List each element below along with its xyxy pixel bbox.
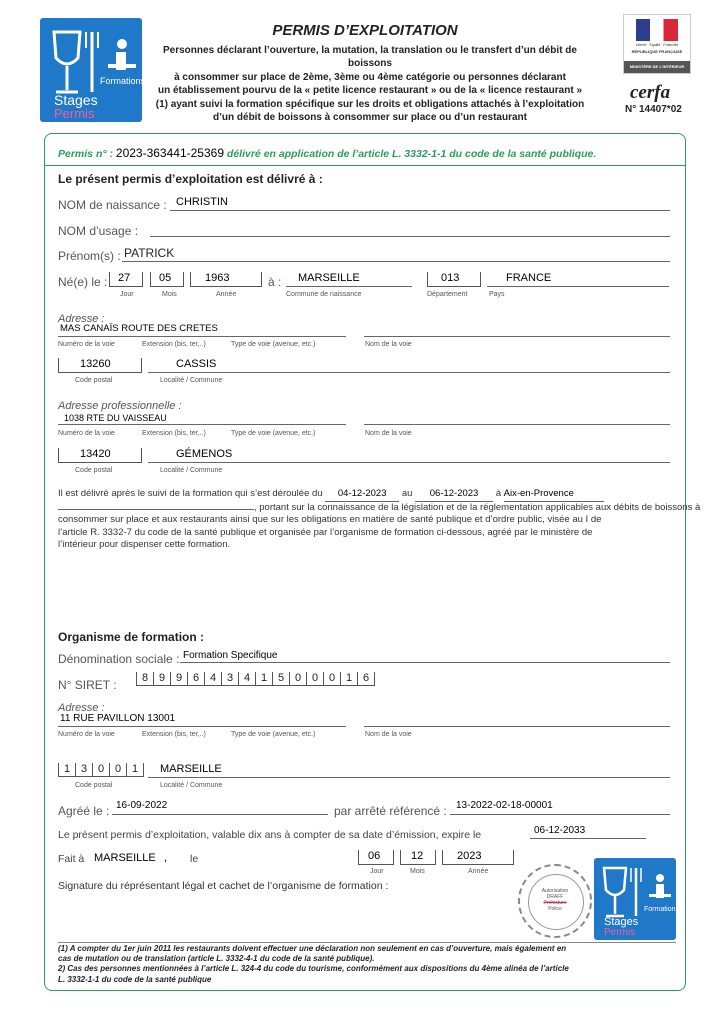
first-names-label: Prénom(s) :: [58, 249, 121, 263]
address-label: Adresse :: [58, 313, 105, 325]
logo-stages-text: Stages: [54, 92, 98, 108]
permit-number-row: Permis n° : 2023-363441-25369 délivré en application de l’article L. 3332-1-1 du code de la santé publique.: [58, 146, 597, 160]
footnotes: (1) A compter du 1er juin 2011 les restaurants doivent effectuer une déclaration non seulement en cas d’ouverture, mais également en cas de mutation ou de translation (article L. 3332-4-1 du code de la santé publique). 2) Cas des personnes mentionnées à l’article L. 324-4 du code du tourisme, conformément aux dispositions du 4ème alinéa de l’article L. 3332-1-1 du code de la santé publique: [58, 944, 569, 984]
stages-permis-logo: [40, 18, 146, 122]
usage-name-label: NOM d’usage :: [58, 224, 139, 238]
cerfa-number: N° 14407*02: [625, 104, 682, 115]
birth-year: 1963: [205, 272, 230, 284]
pro-locality: GÉMENOS: [176, 448, 233, 460]
training-paragraph: Il est délivré après le suivi de la formation qui s’est déroulée du 04-12-2023 au 06-12-2023 à Aix-en-Provence , portant sur la connaissance de la législation et de la réglementation applicables aux débits de boissons à consommer sur place et aux restaurants ainsi que sur les obligations en matière de santé publique et d’ordre public, visée au I de l’article R. 3332-7 du code de la santé publique et organisée par l’organisme de formation ci-dessous, agréé par le ministère de l’intérieur pour dispenser cette formation.: [58, 488, 701, 551]
permit-number: 2023-363441-25369: [115, 146, 224, 160]
footnotes-divider: [58, 942, 676, 943]
org-address-value: 11 RUE PAVILLON 13001: [60, 713, 176, 724]
training-place: Aix-en-Provence: [504, 488, 604, 502]
birth-name-label: NOM de naissance :: [58, 198, 167, 212]
pro-postal-code: 13420: [80, 448, 111, 460]
org-locality: MARSEILLE: [160, 763, 222, 775]
siret-label: N° SIRET :: [58, 678, 117, 692]
header-description: Personnes déclarant l’ouverture, la mutation, la translation ou le transfert d’un débit de boissons à consommer sur place de 2ème, 3ème ou 4ème catégorie ou personnes déclarant un établissement pourvu de la « petite licence restaurant » ou de la « licence restaurant » (1) ayant suivi la formation spécifique sur les droits et obligations attachés à l’exploitation d’un débit de boissons à consommer sur place ou d’un restaurant: [155, 45, 585, 124]
ministry-logo: Liberté · Égalité · Fraternité RÉPUBLIQUE FRANÇAISE MINISTÈRE DE L’INTÉRIEUR: [623, 14, 691, 74]
birth-department: 013: [441, 272, 460, 284]
approved-date: 16-09-2022: [116, 800, 168, 811]
holder-section-title: Le présent permis d’exploitation est délivré à :: [58, 172, 323, 186]
training-from-date: 04-12-2023: [325, 488, 399, 502]
org-section-title: Organisme de formation :: [58, 630, 205, 644]
permit-header-divider: [45, 165, 685, 166]
done-label: Fait à: [58, 853, 85, 865]
pro-address-value: 1038 RTE DU VAISSEAU: [64, 413, 167, 423]
done-day: 06: [368, 850, 381, 862]
cerfa-logo: cerfa: [630, 82, 671, 103]
pro-address-label: Adresse professionnelle :: [58, 400, 182, 412]
logo-formations-text: Formations: [100, 76, 146, 86]
decree-label: par arrêté référencé :: [334, 804, 447, 818]
org-name-label: Dénomination sociale :: [58, 652, 180, 666]
birth-month: 05: [159, 272, 172, 284]
org-name-value: Formation Specifique: [183, 650, 278, 661]
marianne-flag-icon: [636, 19, 678, 41]
validity-text: Le présent permis d’exploitation, valable dix ans à compter de sa date d’émission, expire le: [58, 829, 482, 841]
birth-day: 27: [118, 272, 131, 284]
expiry-date: 06-12-2033: [534, 825, 586, 836]
org-postal-boxes: 1 3 0 0 1: [58, 763, 144, 777]
at-label: à :: [268, 275, 282, 289]
birth-town: MARSEILLE: [298, 272, 360, 284]
org-address-label: Adresse :: [58, 702, 105, 714]
first-names-value: PATRICK: [124, 246, 175, 260]
birth-name-value: CHRISTIN: [176, 196, 228, 208]
approved-label: Agréé le :: [58, 804, 110, 818]
birth-country: FRANCE: [506, 272, 552, 284]
done-year: 2023: [457, 850, 482, 862]
address-value: MAS CANAÏS ROUTE DES CRETES: [60, 323, 218, 334]
done-place: MARSEILLE: [94, 852, 156, 864]
decree-ref: 13-2022-02-18-00001: [456, 800, 553, 811]
done-month: 12: [411, 850, 424, 862]
training-to-date: 06-12-2023: [415, 488, 493, 502]
born-label: Né(e) le :: [58, 275, 108, 289]
stages-permis-logo-small: Formations Stages Permis: [594, 858, 676, 940]
logo-permis-text: Permis: [54, 106, 95, 121]
locality: CASSIS: [176, 358, 217, 370]
official-stamp: Autorisation DRAFF Préfecture Police: [518, 864, 592, 938]
page-title: PERMIS D’EXPLOITATION: [272, 22, 458, 39]
postal-code: 13260: [80, 358, 111, 370]
siret-boxes: 8 9 9 6 4 3 4 1 5 0 0 0 1 6: [136, 672, 375, 686]
signature-label: Signature du réprésentant légal et cachet de l’organisme de formation :: [58, 880, 389, 892]
